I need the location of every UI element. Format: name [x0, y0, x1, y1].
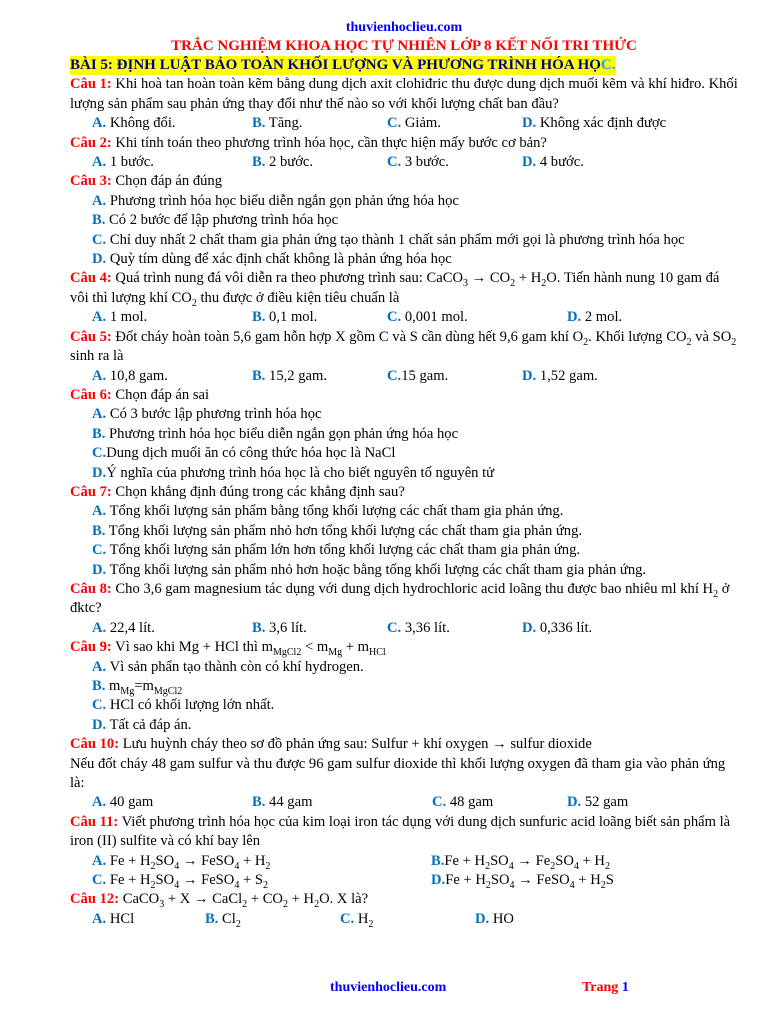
question-8: Câu 8: Cho 3,6 gam magnesium tác dụng với dung dịch hydrochloric acid loãng thu được bao nhiêu ml khí $H_2$ ở đktc?: [70, 580, 730, 617]
option-d: D. 1,52 gam.: [522, 367, 598, 384]
page-number: Trang 1: [582, 980, 629, 995]
option-c: C. $H_2$: [340, 910, 374, 930]
question-5: Câu 5: Đốt cháy hoàn toàn 5,6 gam hỗn hợp X gồm C và S cần dùng hết 9,6 gam khí $O_2$. Khối lượng $CO_2$ và $SO_2$ sinh ra là: [70, 328, 737, 365]
option-b: B. Phương trình hóa học biểu diễn ngắn gọn phản ứng hóa học: [92, 425, 459, 442]
option-b: B. 2 bước.: [252, 154, 314, 171]
footer-site-link[interactable]: thuvienhoclieu.com: [330, 980, 447, 995]
question-11: Câu 11: Viết phương trình hóa học của kim loại iron tác dụng với dung dịch sunfuric acid loãng biết sản phẩm là iron (II) sulfite và có khí bay lên: [70, 813, 731, 850]
option-c: C.Dung dịch muối ăn có công thức hóa học là NaCl: [92, 445, 396, 462]
option-a: A. Tổng khối lượng sản phẩm bằng tổng khối lượng các chất tham gia phản ứng.: [92, 503, 564, 520]
option-a: A. 22,4 lít.: [92, 619, 155, 636]
option-d: D.Ý nghĩa của phương trình hóa học là cho biết nguyên tố nguyên tử: [92, 464, 495, 481]
option-c: C. 48 gam: [432, 794, 494, 811]
option-a: A. 40 gam: [92, 794, 154, 811]
question-7: Câu 7: Chọn khẳng định đúng trong các khẳng định sau?: [70, 483, 405, 500]
question-12: Câu 12: CaCO$_3$ + X → CaCl$_2$ + $CO_2 + H_2O$. X là?: [70, 891, 369, 911]
question-10-options: [70, 793, 738, 812]
question-4-options: [70, 308, 738, 327]
option-c: C. 0,001 mol.: [387, 309, 468, 326]
option-a: A. Không đổi.: [92, 115, 176, 132]
worksheet-page: [70, 19, 738, 929]
option-d: D. 52 gam: [567, 794, 629, 811]
option-b: B. $m_{Mg}=m_{MgCl2}$: [92, 678, 183, 697]
question-9: Câu 9: Vì sao khi Mg + HCl thì $m_{MgCl2} < m_{Mg} + m_{HCl}$: [70, 639, 386, 659]
option-d: D. Quỳ tím dùng để xác định chất không là phản ứng hóa học: [92, 251, 452, 268]
question-2: Câu 2: Khi tính toán theo phương trình hóa học, cần thực hiện mấy bước cơ bản?: [70, 134, 547, 151]
question-12-options: [70, 910, 738, 929]
option-b: B. 0,1 mol.: [252, 309, 318, 326]
option-c: C. Tổng khối lượng sản phẩm lớn hơn tổng khối lượng các chất tham gia phản ứng.: [92, 542, 581, 559]
question-3: Câu 3: Chọn đáp án đúng: [70, 173, 223, 190]
option-d: D. Không xác định được: [522, 115, 667, 132]
option-d: D. Tổng khối lượng sản phẩm nhỏ hơn hoặc bằng tổng khối lượng các chất tham gia phản ứng.: [92, 561, 647, 578]
option-b: B. Tổng khối lượng sản phẩm nhỏ hơn tổng khối lượng các chất tham gia phản ứng.: [92, 522, 583, 539]
option-a: A. 1 bước.: [92, 154, 154, 171]
option-b: B. 15,2 gam.: [252, 367, 328, 384]
option-c: C.15 gam.: [387, 367, 449, 384]
option-c: C. 3,36 lít.: [387, 619, 450, 636]
question-8-options: [70, 619, 738, 638]
question-11-options-ab: [70, 852, 738, 871]
option-a: A. Có 3 bước lập phương trình hóa học: [92, 406, 322, 423]
question-11-options-cd: [70, 871, 738, 890]
question-10-continued: Nếu đốt cháy 48 gam sulfur và thu được 96 gam sulfur dioxide thì khối lượng oxygen đã tham gia vào phản ứng là:: [70, 755, 726, 792]
question-4: Câu 4: Quá trình nung đá vôi diễn ra theo phương trình sau: CaCO$_3$ → $CO_2 + H_2O$. Tiến hành nung 10 gam đá vôi thì lượng khí $CO_2$ thu được ở điều kiện tiêu chuẩn là: [70, 270, 720, 309]
option-d: D. 4 bước.: [522, 154, 584, 171]
site-header[interactable]: thuvienhoclieu.com: [345, 20, 463, 35]
page-footer: [0, 978, 768, 998]
option-a: A. Phương trình hóa học biểu diễn ngắn gọn phản ứng hóa học: [92, 192, 459, 209]
option-a: A. 10,8 gam.: [92, 367, 168, 384]
question-1-options: [70, 114, 738, 133]
option-d: D. HO: [475, 910, 514, 927]
option-c: C. Giảm.: [387, 115, 441, 132]
question-5-options: [70, 367, 738, 386]
option-b: B. Tăng.: [252, 115, 303, 132]
option-b: B. 3,6 lít.: [252, 619, 307, 636]
option-d: $D.Fe + H_2SO_4$ → FeSO$_4$ + $H_2S$: [431, 872, 614, 891]
option-d: D. Tất cả đáp án.: [92, 716, 192, 733]
option-c: C. 3 bước.: [387, 154, 449, 171]
worksheet-title: TRẮC NGHIỆM KHOA HỌC TỰ NHIÊN LỚP 8 KẾT NỐI TRI THỨC: [171, 38, 637, 54]
option-b: B. Có 2 bước để lập phương trình hóa học: [92, 212, 339, 229]
option-a: A. HCl: [92, 910, 135, 927]
option-b: B. $Cl_2$: [205, 910, 241, 930]
option-a: A. $Fe + H_2SO_4$ → FeSO$_4$ + $H_2$: [92, 852, 271, 872]
question-1: Câu 1: Khi hoà tan hoàn toàn kẽm bằng dung dịch axit clohiđric thu được dung dịch muối kẽm và khí hiđro. Khối lượng sản phẩm sau phản ứng thay đổi như thế nào so với khối lượng chất ban đầu?: [70, 76, 738, 112]
question-6: Câu 6: Chọn đáp án sai: [70, 386, 210, 403]
option-a: A. 1 mol.: [92, 309, 148, 326]
option-b: B. 44 gam: [252, 794, 313, 811]
option-d: D. 2 mol.: [567, 309, 623, 326]
option-c: C. Chỉ duy nhất 2 chất tham gia phản ứng tạo thành 1 chất sản phẩm mới gọi là phương trình hóa học: [92, 231, 685, 248]
question-2-options: [70, 153, 738, 172]
lesson-title-row: [70, 56, 738, 75]
option-c: C. HCl có khối lượng lớn nhất.: [92, 697, 275, 714]
option-d: D. 0,336 lít.: [522, 619, 593, 636]
question-10: Câu 10: Lưu huỳnh cháy theo sơ đồ phản ứng sau: Sulfur + khí oxygen → sulfur dioxide: [70, 736, 592, 753]
option-c: C. $Fe + H_2SO_4$ → FeSO$_4$ + $S_2$: [92, 872, 268, 891]
option-a: A. Vì sản phẩn tạo thành còn có khí hydrogen.: [92, 658, 364, 675]
option-b: $B.Fe + H_2SO_4 \to Fe_2SO_4 + H_2$: [431, 852, 610, 872]
lesson-title: BÀI 5: ĐỊNH LUẬT BẢO TOÀN KHỐI LƯỢNG VÀ PHƯƠNG TRÌNH HÓA HỌC.: [70, 57, 616, 73]
